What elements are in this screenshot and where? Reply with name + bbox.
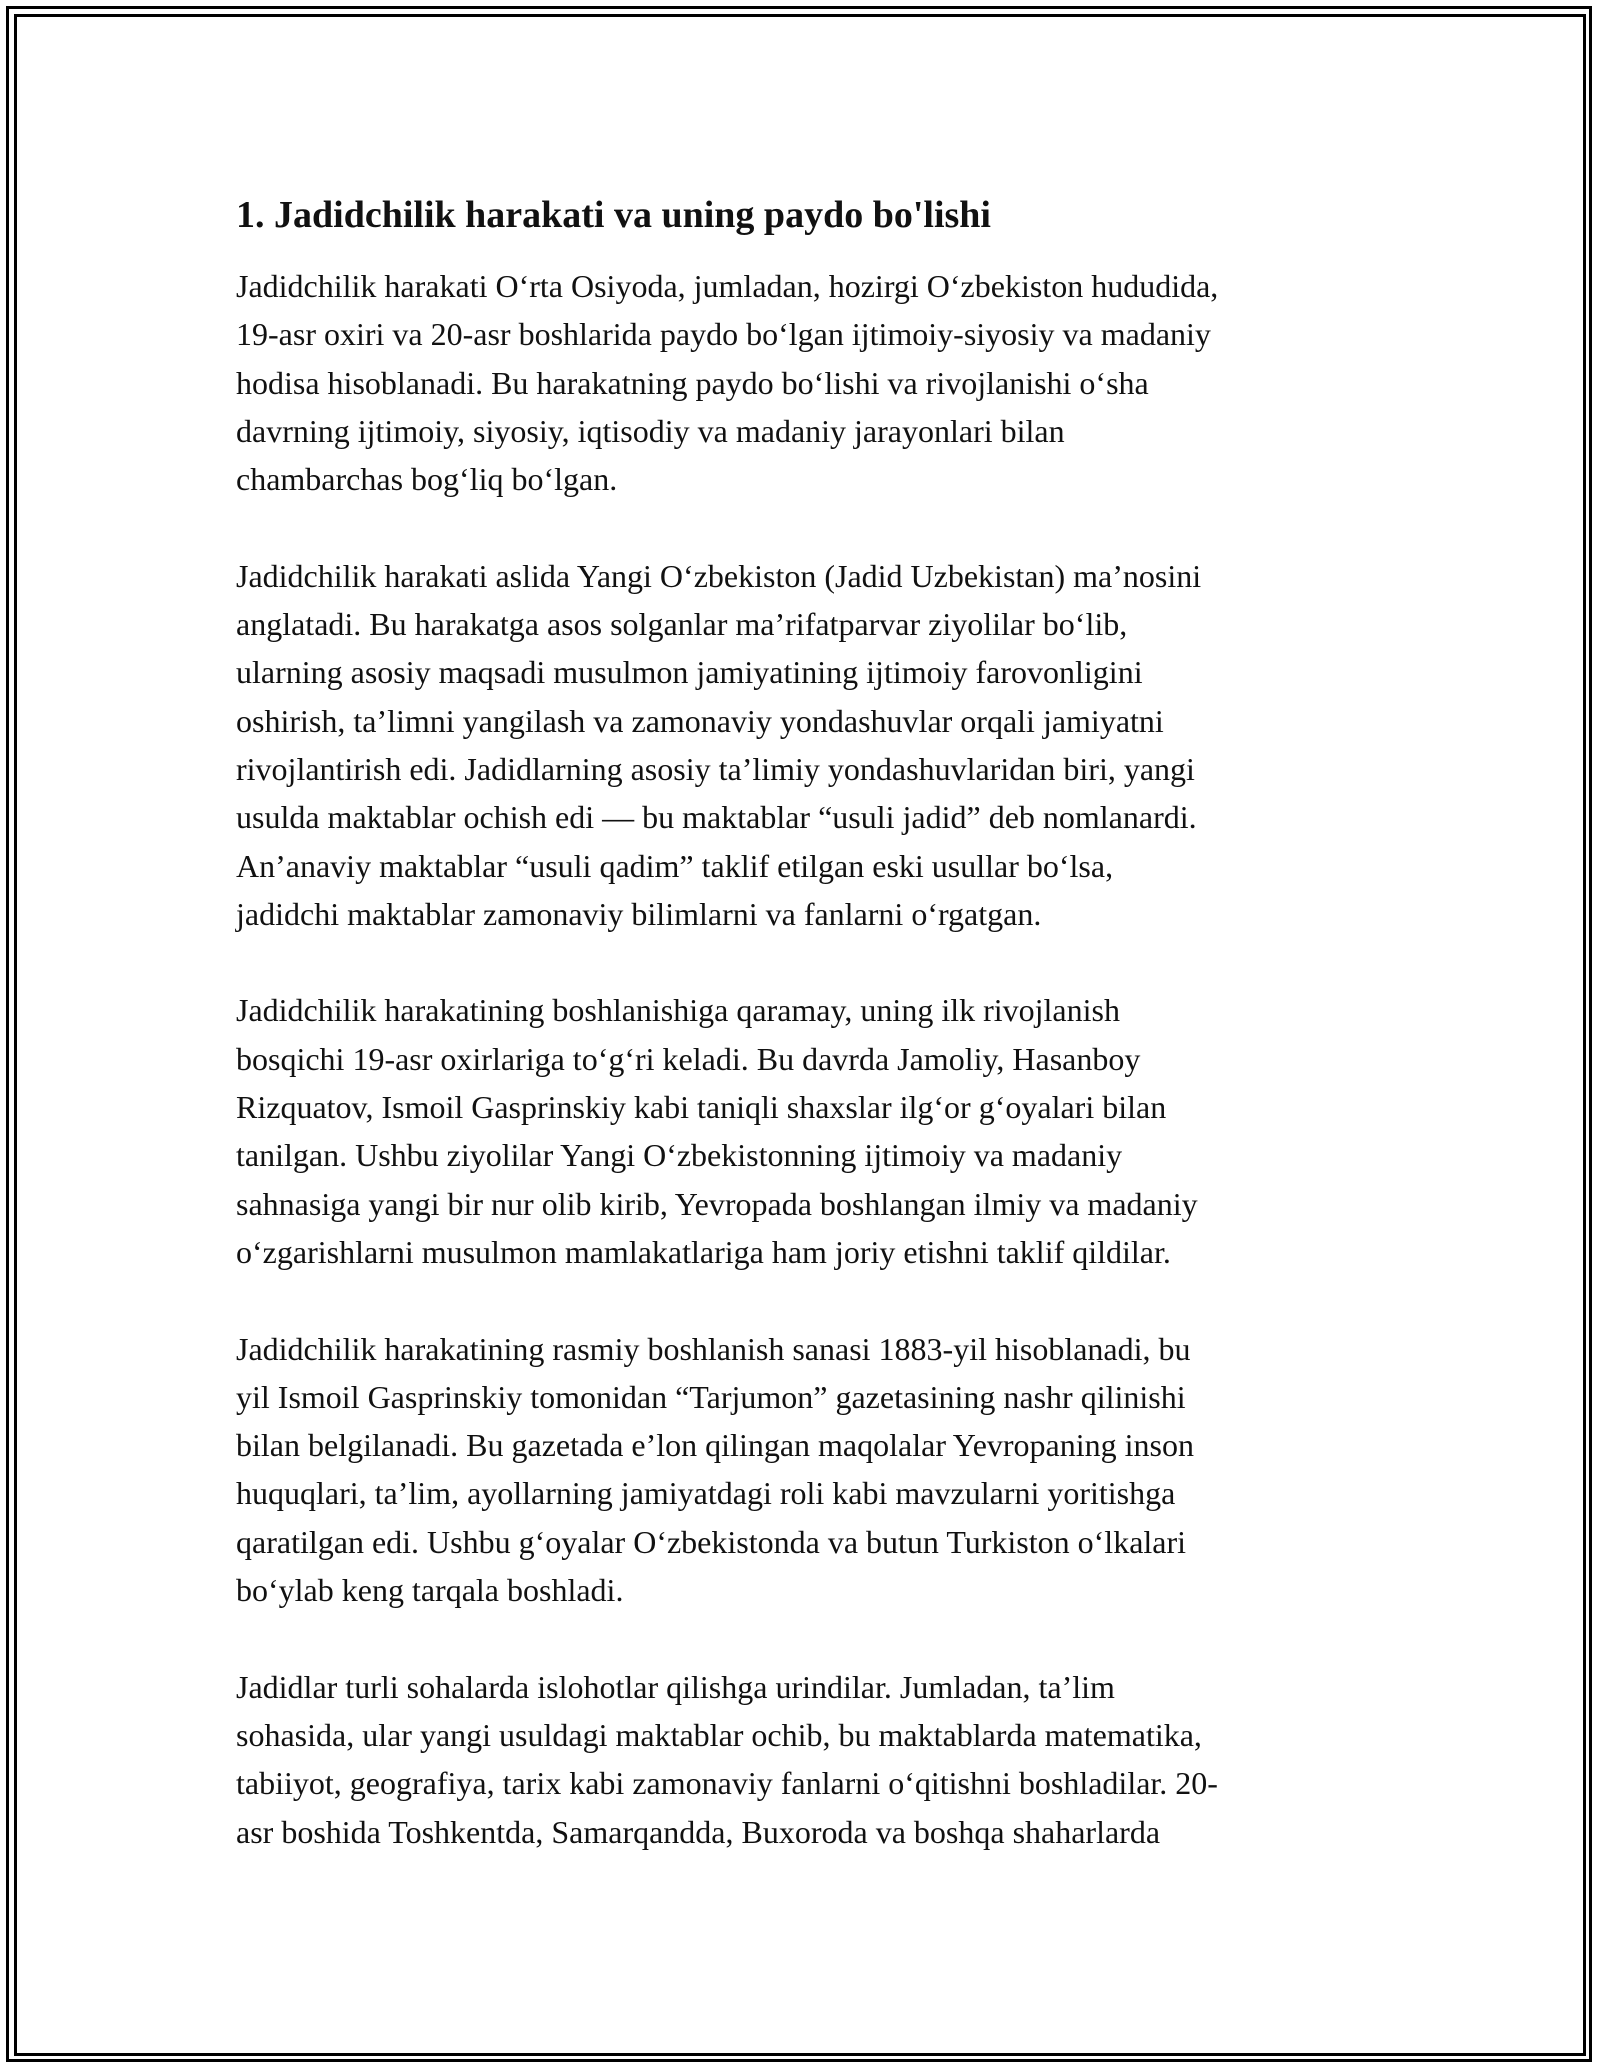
paragraph-line: sahnasiga yangi bir nur olib kirib, Yevropada boshlangan ilmiy va madaniy: [236, 1185, 1198, 1222]
paragraph-line: oshirish, ta’limni yangilash va zamonaviy yondashuvlar orqali jamiyatni: [236, 702, 1164, 739]
paragraph-line: An’anaviy maktablar “usuli qadim” taklif etilgan eski usullar bo‘lsa,: [236, 847, 1114, 884]
paragraph-line: anglatadi. Bu harakatga asos solganlar ma’rifatparvar ziyolilar bo‘lib,: [236, 606, 1128, 643]
paragraph-line: bo‘ylab keng tarqala boshladi.: [236, 1572, 624, 1609]
document-title: 1. Jadidchilik harakati va uning paydo bo'lishi: [236, 194, 991, 236]
paragraph-line: bosqichi 19-asr oxirlariga to‘g‘ri keladi. Bu davrda Jamoliy, Hasanboy: [236, 1040, 1141, 1077]
document-page: [236, 190, 1366, 1904]
paragraph-line: Jadidchilik harakatining boshlanishiga qaramay, uning ilk rivojlanish: [236, 992, 1120, 1029]
paragraph-line: Rizquatov, Ismoil Gasprinskiy kabi taniqli shaxslar ilg‘or g‘oyalari bilan: [236, 1089, 1167, 1126]
paragraph-4: [236, 1325, 1366, 1615]
paragraph-line: chambarchas bog‘liq bo‘lgan.: [236, 461, 618, 498]
paragraph-1: [236, 262, 1366, 503]
paragraph-3: [236, 986, 1366, 1276]
paragraph-2: [236, 552, 1366, 938]
paragraph-line: Jadidchilik harakati aslida Yangi O‘zbekiston (Jadid Uzbekistan) ma’nosini: [236, 557, 1202, 594]
paragraph-line: o‘zgarishlarni musulmon mamlakatlariga ham joriy etishni taklif qildilar.: [236, 1233, 1171, 1270]
paragraph-line: hodisa hisoblanadi. Bu harakatning paydo bo‘lishi va rivojlanishi o‘sha: [236, 364, 1149, 401]
paragraph-line: rivojlantirish edi. Jadidlarning asosiy ta’limiy yondashuvlaridan biri, yangi: [236, 750, 1195, 787]
paragraph-line: sohasida, ular yangi usuldagi maktablar ochib, bu maktablarda matematika,: [236, 1716, 1202, 1753]
paragraph-line: usulda maktablar ochish edi — bu maktablar “usuli jadid” deb nomlanardi.: [236, 799, 1197, 836]
paragraph-line: ularning asosiy maqsadi musulmon jamiyatining ijtimoiy farovonligini: [236, 654, 1143, 691]
paragraph-line: huquqlari, ta’lim, ayollarning jamiyatdagi roli kabi mavzularni yoritishga: [236, 1475, 1176, 1512]
paragraph-line: bilan belgilanadi. Bu gazetada e’lon qilingan maqolalar Yevropaning inson: [236, 1427, 1194, 1464]
paragraph-line: davrning ijtimoiy, siyosiy, iqtisodiy va madaniy jarayonlari bilan: [236, 412, 1065, 449]
paragraph-line: asr boshida Toshkentda, Samarqandda, Buxoroda va boshqa shaharlarda: [236, 1813, 1161, 1850]
paragraph-5: [236, 1663, 1366, 1856]
paragraph-line: tanilgan. Ushbu ziyolilar Yangi O‘zbekistonning ijtimoiy va madaniy: [236, 1137, 1123, 1174]
paragraph-line: jadidchi maktablar zamonaviy bilimlarni va fanlarni o‘rgatgan.: [236, 895, 1042, 932]
paragraph-line: Jadidlar turli sohalarda islohotlar qilishga urindilar. Jumladan, ta’lim: [236, 1668, 1115, 1705]
paragraph-line: yil Ismoil Gasprinskiy tomonidan “Tarjumon” gazetasining nashr qilinishi: [236, 1378, 1186, 1415]
paragraph-line: 19-asr oxiri va 20-asr boshlarida paydo bo‘lgan ijtimoiy-siyosiy va madaniy: [236, 316, 1211, 353]
paragraph-line: qaratilgan edi. Ushbu g‘oyalar O‘zbekistonda va butun Turkiston o‘lkalari: [236, 1523, 1187, 1560]
paragraph-line: tabiiyot, geografiya, tarix kabi zamonaviy fanlarni o‘qitishni boshladilar. 20-: [236, 1765, 1218, 1802]
paragraph-line: Jadidchilik harakati O‘rta Osiyoda, jumladan, hozirgi O‘zbekiston hududida,: [236, 268, 1219, 304]
paragraph-line: Jadidchilik harakatining rasmiy boshlanish sanasi 1883-yil hisoblanadi, bu: [236, 1330, 1191, 1367]
